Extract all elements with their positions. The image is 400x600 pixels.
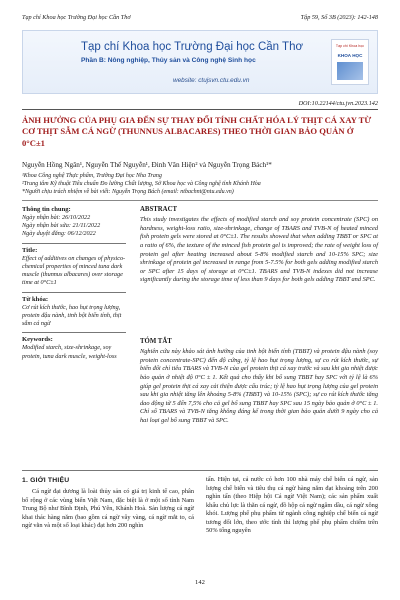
intro-left-column <box>22 476 194 531</box>
page-number: 142 <box>195 579 205 586</box>
abstract-section <box>140 206 378 285</box>
tomtat-heading: TÓM TẮT <box>140 338 172 345</box>
tomtat-section <box>140 338 378 426</box>
journal-website[interactable]: website: ctujsvn.ctu.edu.vn <box>173 77 250 84</box>
keywords-en: Modified starch, size-shrinkage, soy protein, tuna dark muscle, weight-loss <box>22 344 117 360</box>
doi-link[interactable]: DOI:10.22144/ctu.jvn.2023.142 <box>298 100 378 107</box>
journal-title: Tạp chí Khoa học Trường Đại học Cần Thơ <box>81 41 304 53</box>
intro-heading: 1. GIỚI THIỆU <box>22 477 70 484</box>
date-received: Ngày nhận bài: 26/10/2022 <box>22 214 91 221</box>
abstract-heading: ABSTRACT <box>140 206 178 213</box>
intro-paragraph-right: tấn. Hiện tại, cả nước có hơn 100 nhà máy chế biến cá ngừ, sản lượng chế biến và tiêu thụ cá ngừ hàng năm đạt khoảng trên 200 nghìn tấn (theo Hiệp hội Cá ngừ Việt Nam); các sản phẩm xuất khẩu chủ lực là thăn cá ngừ, đồ hộp cá ngừ ngâm dầu, cá ngừ xông khói. Lượng phế phụ phẩm từ ngành công nghiệp chế biến cá ngừ tương đối lớn, theo ước tính thì lượng phế phụ phẩm chiếm trên 50% tổng nguyên <box>206 476 378 535</box>
article-info-heading: Thông tin chung: <box>22 206 71 213</box>
keywords-en-heading: Keywords: <box>22 336 53 344</box>
running-head-journal: Tạp chí Khoa học Trường Đại học Cần Thơ <box>22 14 131 21</box>
logo-top-text: Tạp chí Khoa học <box>335 44 365 48</box>
english-title: Effect of additives on changes of physico-chemical properties of minced tuna dark muscle (thunnus albacares) over storage time at 0°C±1 <box>22 254 126 287</box>
journal-banner <box>22 30 378 94</box>
divider <box>22 292 126 293</box>
keywords-vi-heading: Từ khóa: <box>22 295 49 303</box>
divider <box>22 470 378 471</box>
affiliation-1: ¹Khoa Công nghệ Thực phẩm, Trường Đại học Nha Trang <box>22 173 162 179</box>
corresponding-author: *Người chịu trách nhiệm về bài viết: Nguyễn Trọng Bách (email: ntbachnt@ntu.edu.vn) <box>22 189 234 195</box>
logo-image <box>337 62 363 80</box>
abstract-text: This study investigates the effects of modified starch and soy protein concentrate (SPC) on hardness, weight-loss ratio, size-shrinkage, change of TBARS and TVB-N of heated minced fish protein gels were stored at 0°C±1. The results showed that when adding TBBT or SPC at a ratio of 6%, the texture of the minced fish protein gel is improved; the rate of weight loss of protein gel after heating increased about 5-8% modified starch and 10-15% SPC; size shrinkage of protein gel increased in range from 5-7.5% for both gels adding modified starch or SPC after 15 days of storage at 0°C±1. TBARS and TVB-N indexes did not increase significantly during the storage time of less than 9 days for both gels adding TBBT and SPC. <box>140 216 378 284</box>
date-accepted: Ngày duyệt đăng: 06/12/2022 <box>22 230 96 238</box>
authors: Nguyễn Hồng Ngân¹, Nguyễn Thế Nguyễn¹, Đinh Văn Hiện² và Nguyễn Trọng Bách¹* <box>22 161 272 169</box>
journal-section: Phần B: Nông nghiệp, Thủy sản và Công nghệ Sinh học <box>81 57 256 64</box>
logo-main-text: KHOA HỌC <box>337 53 363 58</box>
journal-logo <box>331 39 369 85</box>
article-title: ẢNH HƯỞNG CỦA PHỤ GIA ĐẾN SỰ THAY ĐỔI TÍNH CHẤT HÓA LÝ THỊT CÁ XAY TỪ CƠ THỊT SẪM CÁ NGỪ (THUNNUS ALBACARES) THEO THỜI GIAN BẢO QUẢN Ở 0°C±1 <box>22 115 372 148</box>
tomtat-text: Nghiên cứu này khảo sát ảnh hưởng của tinh bột biến tính (TBBT) và protein đậu nành (soy protein concentrate-SPC) đến độ cứng, tỷ lệ hao hụt trọng lượng, sự co rút kích thước, sự biến đổi chỉ tiêu TBARS và TVB-N của gel protein thịt cá xay trước và sau khi gia nhiệt được bảo quản ở nhiệt độ 0°C ± 1. Kết quả cho thấy khi bổ sung TBBT hay SPC với tỷ lệ là 6% giúp gel protein thịt cá xay cải thiện được cấu trúc; tỷ lệ hao hụt trọng lượng của gel protein sau khi gia nhiệt tăng lên khoảng 5-8% (TBBT) và 10-15% (SPC); sự co rút kích thước tăng dao động từ 5 đến 7,5% cho cả gel bổ sung TBBT hay SPC sau 15 ngày bảo quản ở 0°C ± 1. Chỉ số TBARS và TVB-N tăng không đáng kể trong thời gian bảo quản dưới 9 ngày cho cả hai loại gel bổ sung TBBT và SPC. <box>140 348 378 424</box>
intro-right-column <box>206 476 378 536</box>
divider <box>22 332 126 333</box>
intro-paragraph-left: Cá ngừ đại dương là loài thủy sản có giá trị kinh tế cao, phân bố rộng ở các vùng biển Việt Nam, đặc biệt là ở một số tỉnh Nam Trung Bộ như Bình Định, Phú Yên, Khánh Hoà. Sản lượng cá ngừ khai thác hàng năm (bao gồm cá ngừ vây vàng, cá ngừ mắt to, cá ngừ vằn và một số loại khác) đạt hơn 200 nghìn <box>22 488 194 530</box>
divider <box>22 243 126 244</box>
divider <box>22 109 378 110</box>
running-head <box>22 14 378 26</box>
keywords-vi: Cơ rút kích thước, hao hụt trọng lượng, protein đậu nành, tinh bột biến tính, thịt sẫm cá ngừ <box>22 303 122 328</box>
article-info-sidebar <box>22 206 126 466</box>
affiliation-2: ²Trung tâm Kỹ thuật Tiêu chuẩn Đo lường Chất lượng, Sở Khoa học và Công nghệ tỉnh Khánh Hòa <box>22 181 261 187</box>
article-dates <box>22 214 126 239</box>
running-head-issue: Tập 59, Số 3B (2023): 142-148 <box>300 14 378 21</box>
date-revised: Ngày nhận bài sửa: 21/11/2022 <box>22 222 101 230</box>
english-title-heading: Title: <box>22 246 38 254</box>
divider <box>22 200 378 201</box>
